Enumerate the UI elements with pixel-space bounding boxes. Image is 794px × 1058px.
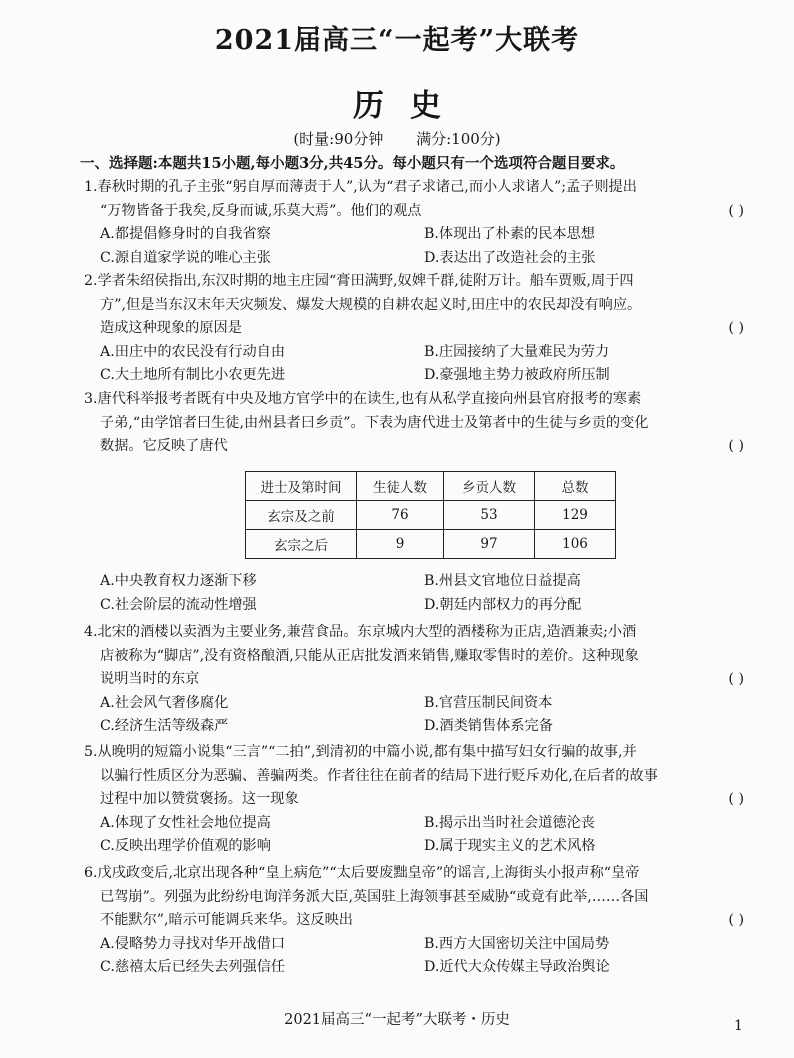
data-table bbox=[245, 471, 616, 559]
question-text-line bbox=[84, 317, 744, 341]
option-c: C.大土地所有制比小农更先进 bbox=[100, 367, 286, 383]
question-text-line bbox=[84, 668, 744, 692]
option-c: C.经济生活等级森严 bbox=[100, 718, 229, 734]
option-d: D.属于现实主义的艺术风格 bbox=[424, 838, 596, 854]
table-row bbox=[246, 530, 616, 559]
exam-title: 2021届高三“一起考”大联考 bbox=[214, 25, 580, 56]
question-4 bbox=[84, 621, 744, 739]
option-row bbox=[84, 715, 744, 739]
table-cell: 53 bbox=[444, 501, 535, 530]
table-header-cell: 进士及第时间 bbox=[246, 472, 357, 501]
subject-title: 历史 bbox=[353, 88, 467, 124]
option-b: B.州县文官地位日益提高 bbox=[424, 573, 581, 589]
option-b: B.庄园接纳了大量难民为劳力 bbox=[424, 343, 610, 360]
page-footer: 2021届高三“一起考”大联考・历史 bbox=[284, 1012, 510, 1028]
answer-bracket: ( ) bbox=[728, 912, 744, 928]
page-number: 1 bbox=[734, 1018, 743, 1034]
question-text-line: 以骗行性质区分为恶骗、善骗两类。作者往往在前者的结局下进行贬斥劝化,在后者的故事 bbox=[100, 767, 658, 784]
table-header-cell: 生徒人数 bbox=[357, 472, 444, 501]
table-header-row bbox=[246, 472, 616, 501]
option-row bbox=[84, 835, 744, 859]
question-text-line bbox=[84, 435, 744, 459]
option-a: A.体现了女性社会地位提高 bbox=[100, 814, 271, 831]
time-limit: (时量:90分钟 bbox=[293, 130, 384, 148]
table-cell: 97 bbox=[444, 530, 535, 559]
question-text-line bbox=[84, 909, 744, 933]
option-a: A.田庄中的农民没有行动自由 bbox=[100, 343, 286, 360]
option-row bbox=[84, 933, 744, 957]
table-cell: 76 bbox=[357, 501, 444, 530]
option-row bbox=[84, 570, 744, 594]
question-text-line: 店被称为“脚店”,没有资格酿酒,只能从正店批发酒来销售,赚取零售时的差价。这种现象 bbox=[100, 647, 639, 664]
option-row bbox=[84, 812, 744, 836]
option-c: C.社会阶层的流动性增强 bbox=[100, 596, 257, 613]
option-c: C.反映出理学价值观的影响 bbox=[100, 838, 271, 854]
question-text-line: 6.戊戌政变后,北京出现各种“皇上病危”“太后要废黜皇帝”的谣言,上海街头小报声称“皇帝 bbox=[84, 865, 640, 881]
question-text-line: 子弟,“由学馆者曰生徒,由州县者曰乡贡”。下表为唐代进士及第者中的生徒与乡贡的变化 bbox=[100, 414, 649, 431]
question-5 bbox=[84, 741, 744, 859]
answer-bracket: ( ) bbox=[728, 320, 744, 336]
option-d: D.表达出了改造社会的主张 bbox=[424, 249, 596, 266]
table-cell: 玄宗及之前 bbox=[246, 501, 357, 530]
question-text-line-content: 数据。它反映了唐代 bbox=[100, 438, 228, 454]
option-row bbox=[84, 692, 744, 716]
question-text-line: 3.唐代科举报考者既有中央及地方官学中的在读生,也有从私学直接向州县官府报考的寒素 bbox=[84, 391, 642, 407]
table-header-cell: 乡贡人数 bbox=[444, 472, 535, 501]
option-row bbox=[84, 594, 744, 618]
question-text-line bbox=[84, 200, 744, 224]
option-d: D.豪强地主势力被政府所压制 bbox=[424, 367, 610, 383]
option-b: B.官营压制民间资本 bbox=[424, 694, 553, 711]
option-b: B.西方大国密切关注中国局势 bbox=[424, 935, 610, 952]
option-a: A.侵略势力寻找对华开战借口 bbox=[100, 935, 286, 952]
option-d: D.酒类销售体系完备 bbox=[424, 718, 553, 734]
table-cell: 玄宗之后 bbox=[246, 530, 357, 559]
question-text-line: 方”,但是当东汉末年天灾频发、爆发大规模的自耕农起义时,田庄中的农民却没有响应。 bbox=[100, 296, 642, 313]
exam-meta bbox=[0, 128, 794, 149]
option-row bbox=[84, 223, 744, 247]
question-2 bbox=[84, 270, 744, 388]
option-row bbox=[84, 341, 744, 365]
question-text-line: 2.学者朱绍侯指出,东汉时期的地主庄园“膏田满野,奴婢千群,徒附万计。船车贾贩,周于四 bbox=[84, 273, 634, 289]
table-cell: 9 bbox=[357, 530, 444, 559]
option-c: C.源自道家学说的唯心主张 bbox=[100, 249, 271, 266]
section-title: 一、选择题:本题共15小题,每小题3分,共45分。每小题只有一个选项符合题目要求。 bbox=[80, 155, 625, 172]
table-cell: 129 bbox=[535, 501, 616, 530]
question-1 bbox=[84, 176, 744, 270]
option-b: B.体现出了朴素的民本思想 bbox=[424, 226, 595, 242]
table-cell: 106 bbox=[535, 530, 616, 559]
question-6 bbox=[84, 862, 744, 980]
answer-bracket: ( ) bbox=[728, 791, 744, 807]
option-row bbox=[84, 247, 744, 271]
question-text-line-content: 说明当时的东京 bbox=[100, 671, 200, 687]
option-a: A.社会风气奢侈腐化 bbox=[100, 694, 229, 711]
question-text-line-content: 不能默尔”,暗示可能调兵来华。这反映出 bbox=[100, 912, 353, 928]
answer-bracket: ( ) bbox=[728, 202, 744, 219]
question-text-line: 1.春秋时期的孔子主张“躬自厚而薄责于人”,认为“君子求诸己,而小人求诸人”;孟子则提出 bbox=[84, 179, 637, 195]
full-score: 满分:100分) bbox=[416, 130, 501, 148]
option-a: A.中央教育权力逐渐下移 bbox=[100, 573, 257, 589]
option-a: A.都提倡修身时的自我省察 bbox=[100, 226, 271, 242]
question-text-line-content: 过程中加以赞赏褒扬。这一现象 bbox=[100, 791, 299, 807]
question-text-line-content: “万物皆备于我矣,反身而诚,乐莫大焉”。他们的观点 bbox=[100, 202, 422, 219]
question-text-line: 5.从晚明的短篇小说集“三言”“二拍”,到清初的中篇小说,都有集中描写妇女行骗的故事,并 bbox=[84, 744, 637, 760]
answer-bracket: ( ) bbox=[728, 671, 744, 687]
question-text-line bbox=[84, 788, 744, 812]
question-text-line: 已驾崩”。列强为此纷纷电询洋务派大臣,英国驻上海领事甚至威胁“或竟有此举,……各国 bbox=[100, 888, 649, 905]
option-d: D.近代大众传媒主导政治舆论 bbox=[424, 959, 610, 975]
answer-bracket: ( ) bbox=[728, 438, 744, 454]
option-row bbox=[84, 956, 744, 980]
question-3-options bbox=[84, 570, 744, 617]
question-text-line-content: 造成这种现象的原因是 bbox=[100, 320, 242, 336]
table-header-cell: 总数 bbox=[535, 472, 616, 501]
option-row bbox=[84, 364, 744, 388]
question-3 bbox=[84, 388, 744, 459]
option-c: C.慈禧太后已经失去列强信任 bbox=[100, 959, 286, 975]
option-b: B.揭示出当时社会道德沦丧 bbox=[424, 814, 595, 831]
option-d: D.朝廷内部权力的再分配 bbox=[424, 596, 582, 613]
question-text-line: 4.北宋的酒楼以卖酒为主要业务,兼营食品。东京城内大型的酒楼称为正店,造酒兼卖;小酒 bbox=[84, 624, 637, 640]
table-row bbox=[246, 501, 616, 530]
